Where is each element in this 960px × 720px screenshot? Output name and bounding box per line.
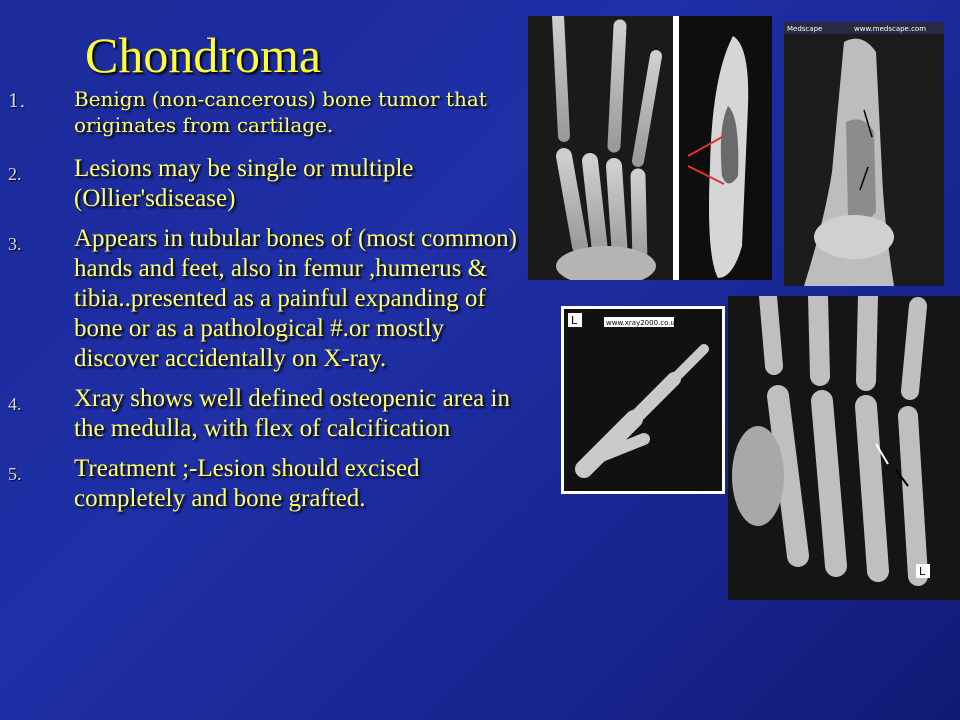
list-item: [8, 454, 533, 514]
bullet-number: 5.: [8, 464, 22, 484]
list-item: [8, 154, 533, 214]
bullet-text: Treatment ;-Lesion should excised completely and bone grafted.: [74, 455, 420, 512]
xray2000-watermark: www.xray2000.co.uk: [606, 319, 679, 327]
xray-metacarpal-image: [728, 296, 960, 600]
xray-mri-hand-image: [528, 16, 772, 280]
list-item: [8, 224, 533, 374]
bullet-text: Appears in tubular bones of (most common) hands and feet, also in femur ,humerus & tibia..presented as a painful expanding of bone or as a pathological #.or mostly discover accidentally on X-ray.: [74, 225, 517, 372]
lateral-marker: L: [571, 314, 578, 327]
bullet-number: 3.: [8, 234, 22, 254]
slide-title: Chondroma: [85, 27, 322, 83]
metacarpal-marker: L: [919, 565, 926, 578]
bullet-number: 4.: [8, 394, 22, 414]
bullet-number: 2.: [8, 164, 22, 184]
bullet-list: [8, 86, 533, 524]
bullet-text: Xray shows well defined osteopenic area in the medulla, with flex of calcification: [74, 385, 510, 442]
bullet-text: Lesions may be single or multiple (Ollier'sdisease): [74, 155, 414, 212]
xray-lateral-hand-image: [561, 306, 725, 494]
bullet-text: Benign (non-cancerous) bone tumor that originates from cartilage.: [74, 87, 487, 137]
medscape-url-text: www.medscape.com: [854, 25, 927, 33]
list-item: [8, 86, 533, 138]
medscape-logo-text: Medscape: [787, 25, 823, 33]
xray-phalanx-arrows-image: [784, 22, 944, 286]
bullet-number: 1.: [8, 91, 26, 112]
list-item: [8, 384, 533, 444]
